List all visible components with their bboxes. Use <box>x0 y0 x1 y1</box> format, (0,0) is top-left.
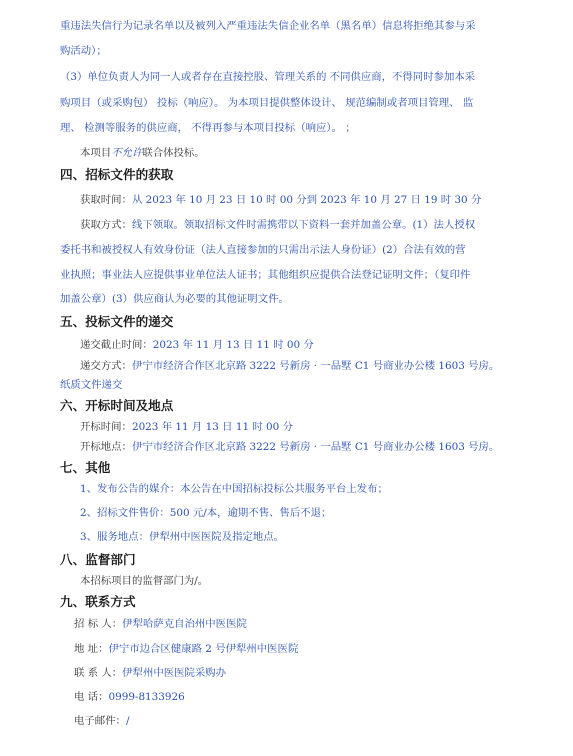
acquire-method-label: 获取方式： <box>80 219 132 231</box>
joint-bid-line <box>80 146 205 160</box>
contact-row <box>74 690 185 704</box>
contact-row <box>74 666 226 680</box>
contact-value: 伊犁州中医医院采购办 <box>122 667 227 679</box>
text-line: 购活动）； <box>60 45 107 57</box>
section-heading: 七、其他 <box>60 460 111 475</box>
list-item: 1、发布公告的媒介：本公告在中国招标投标公共服务平台上发布； <box>80 483 388 495</box>
section-heading: 九、联系方式 <box>60 594 136 609</box>
contact-row <box>74 714 129 728</box>
acquire-time-label: 获取时间： <box>80 194 132 206</box>
joint-bid-value: 不允许 <box>111 147 143 159</box>
contact-label: 电 话： <box>74 691 109 703</box>
submit-method-label: 递交方式： <box>80 360 132 372</box>
submit-deadline-value: 2023 年 11 月 13 日 11 时 00 分 <box>152 339 314 351</box>
text-line: 业执照；事业法人应提供事业单位法人证书；其他组织应提供合法登记证明文件；（复印件 <box>60 269 471 281</box>
contact-label: 电子邮件： <box>74 715 126 727</box>
list-item: 3、服务地点：伊犁州中医医院及指定地点。 <box>80 531 285 543</box>
section-heading: 八、监督部门 <box>60 552 136 567</box>
acquire-method-value: 线下领取。领取招标文件时需携带以下资料一套并加盖公章。(1）法人授权 <box>131 219 476 231</box>
section-heading: 六、开标时间及地点 <box>60 398 174 413</box>
section-heading: 五、投标文件的递交 <box>60 314 174 329</box>
opening-time-value: 2023 年 11 月 13 日 11 时 00 分 <box>131 421 293 433</box>
acquire-time-value: 从 2023 年 10 月 23 日 10 时 00 分到 2023 年 10 月 27 日 19 时 30 分 <box>131 194 482 206</box>
joint-bid-prefix: 本项目 <box>80 147 112 159</box>
contact-label: 招 标 人： <box>74 618 123 630</box>
contact-label: 联 系 人： <box>74 667 123 679</box>
contact-label: 地 址： <box>74 643 109 655</box>
contact-value: 0999-8133926 <box>108 691 185 703</box>
text-line: 重违法失信行为记录名单以及被列入严重违法失信企业名单（黑名单）信息将拒绝其参与采 <box>60 20 476 32</box>
contact-value: 伊犁哈萨克自治州中医医院 <box>122 618 247 630</box>
supervisor-line: 本招标项目的监督部门为/。 <box>80 575 209 587</box>
text-line: （3）单位负责人为同一人或者存在直接控股、管理关系的 不同供应商，不得同时参加本采 <box>60 71 476 83</box>
acquire-method-line <box>80 218 475 232</box>
contact-value: 伊宁市边合区健康路 2 号伊犁州中医医院 <box>108 643 299 655</box>
contact-row <box>74 617 247 631</box>
text-line: 委托书和被授权人有效身份证（法人直接参加的只需出示法人身份证）(2）合法有效的营 <box>60 244 466 256</box>
opening-place-line <box>80 440 499 454</box>
section-heading: 四、招标文件的获取 <box>60 167 174 182</box>
opening-place-label: 开标地点： <box>80 441 132 453</box>
contact-value: / <box>125 715 130 727</box>
opening-time-line <box>80 420 293 434</box>
submit-deadline-label: 递交截止时间： <box>80 339 153 351</box>
text-line: 纸质文件递交 <box>60 379 123 391</box>
joint-bid-suffix: 联合体投标。 <box>142 147 205 159</box>
text-line: 购项目（或采购包） 投标（响应）。 为本项目提供整体设计、 规范编制或者项目管理、 监 <box>60 97 474 109</box>
text-line: 理、 检测等服务的供应商， 不得再参与本项目投标（响应）。 ； <box>60 122 356 134</box>
opening-time-label: 开标时间： <box>80 421 132 433</box>
text-line: 加盖公章）(3）供应商认为必要的其他证明文件。 <box>60 293 289 305</box>
submit-method-value: 伊宁市经济合作区北京路 3222 号新房 · 一品墅 C1 号商业办公楼 1603 号房。 <box>131 360 500 372</box>
submit-method-line <box>80 359 499 373</box>
submit-deadline-line <box>80 338 314 352</box>
opening-place-value: 伊宁市经济合作区北京路 3222 号新房 · 一品墅 C1 号商业办公楼 1603 号房。 <box>131 441 500 453</box>
list-item: 2、招标文件售价：500 元/本，逾期不售、售后不退； <box>80 507 332 519</box>
acquire-time-line <box>80 193 481 207</box>
contact-row <box>74 642 298 656</box>
